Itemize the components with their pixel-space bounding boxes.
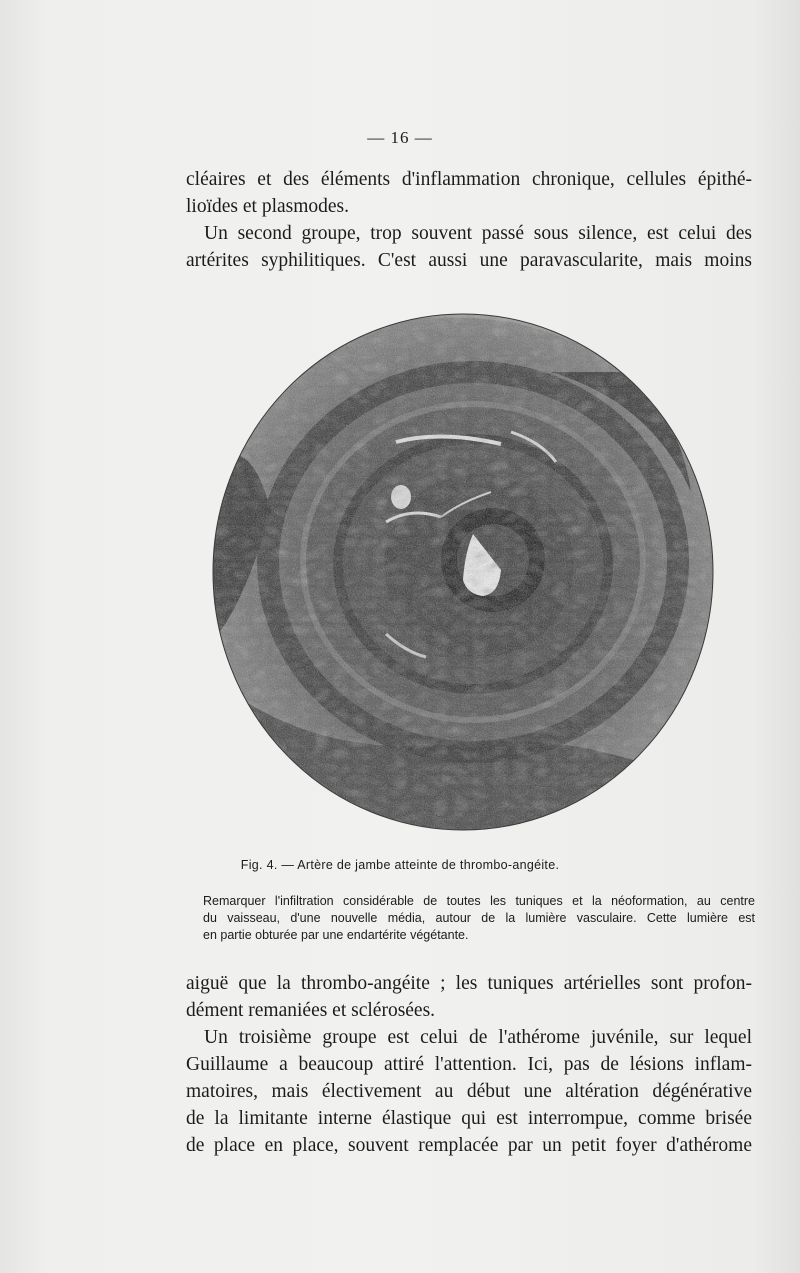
text-line: Un troisième groupe est celui de l'athérome juvénile, sur lequel bbox=[204, 1027, 752, 1048]
text-line: Un second groupe, trop souvent passé sous silence, est celui des bbox=[204, 223, 752, 244]
top-paragraph bbox=[186, 166, 752, 274]
text-line: aiguë que la thrombo-angéite ; les tuniques artérielles sont profon- bbox=[186, 973, 752, 994]
text-line: dément remaniées et sclérosées. bbox=[186, 1000, 436, 1021]
note-line: Remarquer l'infiltration considérable de toutes les tuniques et la néoformation, au centre bbox=[203, 894, 755, 908]
figure-caption: Fig. 4. — Artère de jambe atteinte de thrombo-angéite. bbox=[240, 858, 560, 872]
note-line: en partie obturée par une endartérite végétante. bbox=[203, 928, 469, 942]
note-line: du vaisseau, d'une nouvelle média, autour de la lumière vasculaire. Cette lumière est bbox=[203, 911, 755, 925]
figure-note bbox=[203, 893, 755, 944]
text-line: de la limitante interne élastique qui est interrompue, comme brisée bbox=[186, 1108, 752, 1129]
text-line: matoires, mais électivement au début une altération dégénérative bbox=[186, 1081, 752, 1102]
bottom-paragraph bbox=[186, 970, 752, 1159]
text-line: Guillaume a beaucoup attiré l'attention. Ici, pas de lésions inflam- bbox=[186, 1054, 752, 1075]
text-line: de place en place, souvent remplacée par un petit foyer d'athérome bbox=[186, 1135, 752, 1156]
text-line: cléaires et des éléments d'inflammation chronique, cellules épithé- bbox=[186, 169, 752, 190]
text-line: artérites syphilitiques. C'est aussi une paravascularite, mais moins bbox=[186, 250, 752, 271]
page-number: — 16 — bbox=[367, 128, 433, 147]
text-line: lioïdes et plasmodes. bbox=[186, 196, 350, 217]
artery-cross-section-image bbox=[211, 312, 715, 832]
micrograph-figure bbox=[211, 312, 715, 832]
